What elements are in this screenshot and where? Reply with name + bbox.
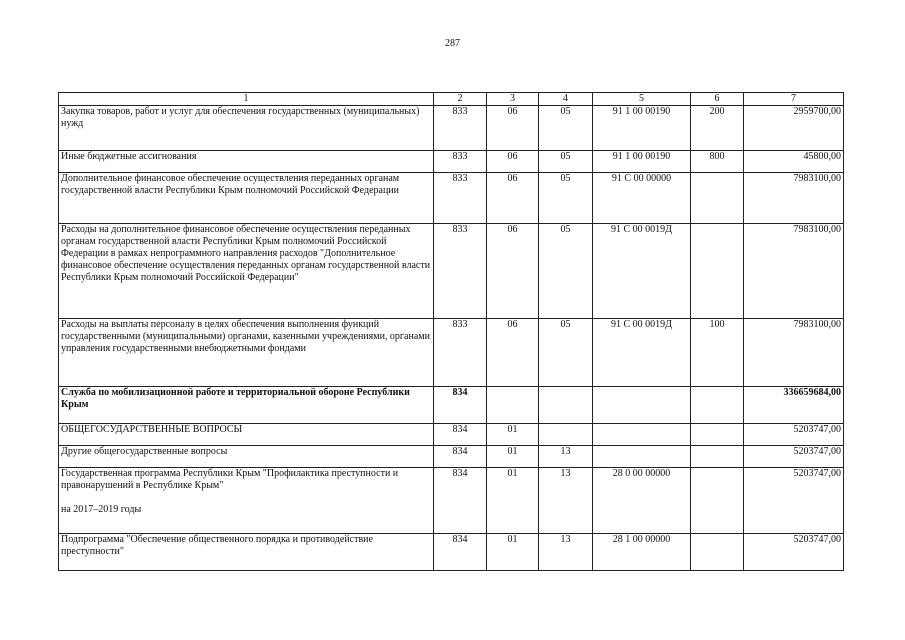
header-cell: 7 [744,93,844,106]
expense-type-cell: 800 [691,151,744,173]
section-code-cell: 06 [487,319,539,387]
target-article-cell [593,446,691,468]
table-row [59,151,844,173]
header-cell: 2 [434,93,487,106]
grbs-code-cell: 833 [434,224,487,319]
expense-type-cell [691,534,744,571]
grbs-code-cell: 834 [434,534,487,571]
row-name-cell: ОБЩЕГОСУДАРСТВЕННЫЕ ВОПРОСЫ [59,424,434,446]
grbs-code-cell: 833 [434,173,487,224]
target-article-cell [593,387,691,424]
table-row [59,468,844,534]
subsection-code-cell: 05 [539,151,593,173]
expense-type-cell: 200 [691,106,744,151]
table-row [59,446,844,468]
section-code-cell: 01 [487,534,539,571]
section-code-cell: 01 [487,468,539,534]
row-name-cell: Расходы на выплаты персоналу в целях обеспечения выполнения функций государственными (муниципальными) органами, казенными учреждениями, органами управления государственными внебюджетными фондами [59,319,434,387]
table-row [59,424,844,446]
expense-type-cell [691,173,744,224]
expense-type-cell [691,224,744,319]
budget-table [58,92,844,571]
header-row [59,93,844,106]
header-cell: 6 [691,93,744,106]
subsection-code-cell: 05 [539,224,593,319]
section-code-cell: 01 [487,424,539,446]
target-article-cell: 91 1 00 00190 [593,106,691,151]
table-row [59,534,844,571]
expense-type-cell [691,424,744,446]
grbs-code-cell: 834 [434,468,487,534]
grbs-code-cell: 834 [434,424,487,446]
subsection-code-cell [539,387,593,424]
grbs-code-cell: 834 [434,446,487,468]
section-code-cell: 06 [487,151,539,173]
section-code-cell: 06 [487,106,539,151]
amount-cell: 2959700,00 [744,106,844,151]
table-row [59,224,844,319]
subsection-code-cell: 13 [539,534,593,571]
header-cell: 1 [59,93,434,106]
row-name-cell: Дополнительное финансовое обеспечение осуществления переданных органам государственной власти Республики Крым полномочий Российской Федерации [59,173,434,224]
target-article-cell: 91 С 00 00000 [593,173,691,224]
header-cell: 3 [487,93,539,106]
target-article-cell: 28 1 00 00000 [593,534,691,571]
table-row [59,319,844,387]
table-row [59,173,844,224]
header-cell: 5 [593,93,691,106]
amount-cell: 5203747,00 [744,534,844,571]
page-number: 287 [445,38,460,49]
amount-cell: 7983100,00 [744,319,844,387]
subsection-code-cell: 05 [539,173,593,224]
grbs-code-cell: 833 [434,106,487,151]
row-name-cell: Расходы на дополнительное финансовое обеспечение осуществления переданных органам государственной власти Республики Крым полномочий Российской Федерации в рамках непрограммного направления расходов "Дополнительное финансовое обеспечение осуществления переданных органам государственной власти Республики Крым полномочий Российской Федерации" [59,224,434,319]
section-code-cell [487,387,539,424]
row-name-cell: Государственная программа Республики Крым "Профилактика преступности и правонарушений в Республике Крым" на 2017–2019 годы [59,468,434,534]
amount-cell: 7983100,00 [744,224,844,319]
header-cell: 4 [539,93,593,106]
table-row [59,387,844,424]
subsection-code-cell: 05 [539,319,593,387]
expense-type-cell [691,446,744,468]
amount-cell: 5203747,00 [744,424,844,446]
grbs-code-cell: 833 [434,319,487,387]
row-name-cell: Служба по мобилизационной работе и территориальной обороне Республики Крым [59,387,434,424]
subsection-code-cell [539,424,593,446]
row-name-cell: Подпрограмма "Обеспечение общественного порядка и противодействие преступности" [59,534,434,571]
section-code-cell: 06 [487,173,539,224]
target-article-cell: 91 С 00 0019Д [593,319,691,387]
amount-cell: 5203747,00 [744,446,844,468]
target-article-cell: 28 0 00 00000 [593,468,691,534]
subsection-code-cell: 05 [539,106,593,151]
row-name-cell: Закупка товаров, работ и услуг для обеспечения государственных (муниципальных) нужд [59,106,434,151]
expense-type-cell [691,468,744,534]
section-code-cell: 01 [487,446,539,468]
row-name-cell: Другие общегосударственные вопросы [59,446,434,468]
expense-type-cell [691,387,744,424]
target-article-cell: 91 1 00 00190 [593,151,691,173]
table-row [59,106,844,151]
amount-cell: 5203747,00 [744,468,844,534]
subsection-code-cell: 13 [539,446,593,468]
expense-type-cell: 100 [691,319,744,387]
grbs-code-cell: 833 [434,151,487,173]
amount-cell: 336659684,00 [744,387,844,424]
section-code-cell: 06 [487,224,539,319]
target-article-cell [593,424,691,446]
amount-cell: 45800,00 [744,151,844,173]
grbs-code-cell: 834 [434,387,487,424]
target-article-cell: 91 С 00 0019Д [593,224,691,319]
subsection-code-cell: 13 [539,468,593,534]
amount-cell: 7983100,00 [744,173,844,224]
row-name-cell: Иные бюджетные ассигнования [59,151,434,173]
